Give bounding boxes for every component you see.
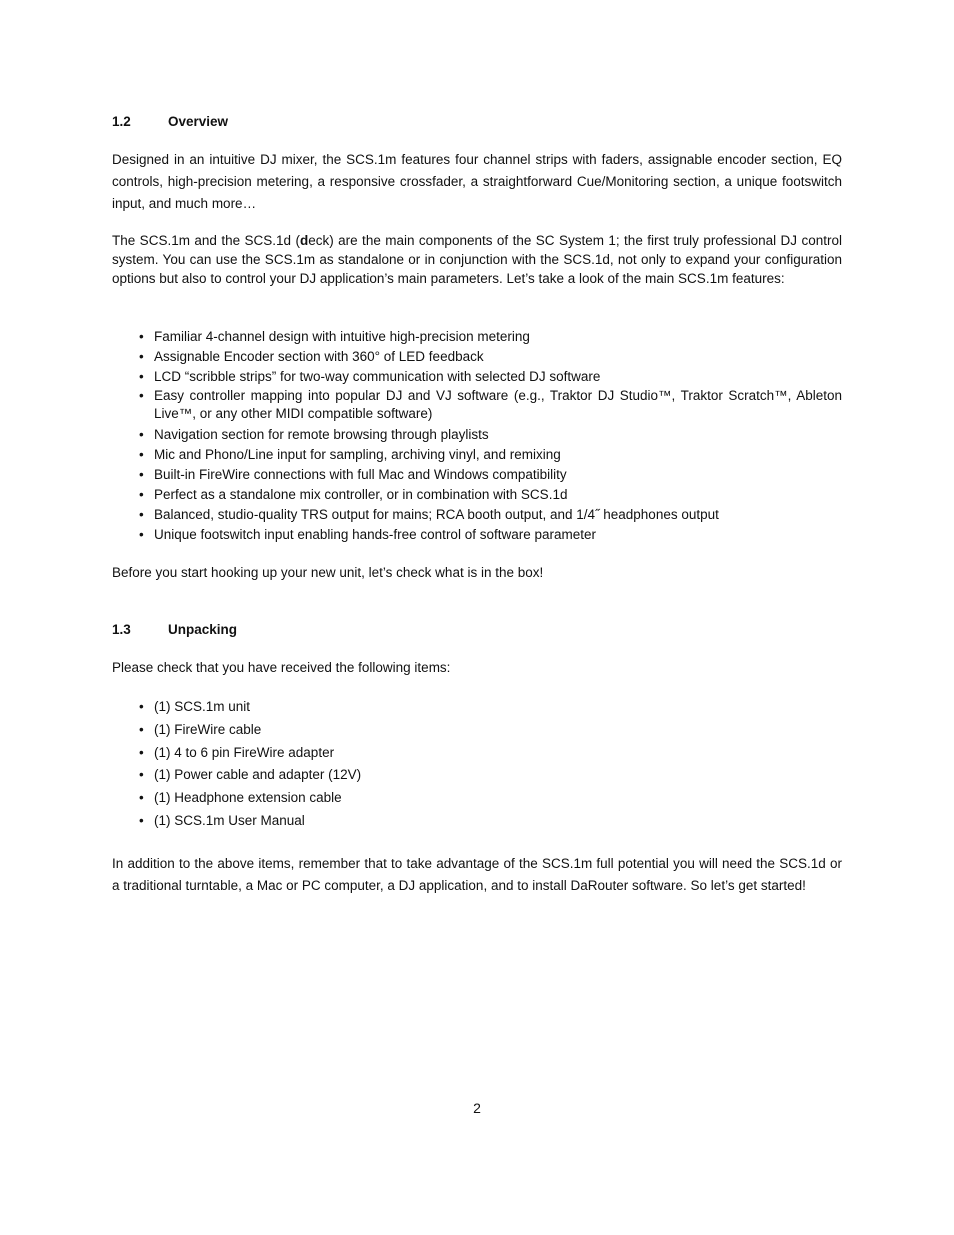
section-heading-unpacking [112,621,237,639]
list-item: • (1) FireWire cable [139,719,842,742]
bullet: • [139,427,144,442]
section-number: 1.3 [112,622,131,637]
box-contents-list [139,696,842,833]
overview-closing: Before you start hooking up your new unit, let’s check what is in the box! [112,565,544,580]
bullet: • [139,507,144,522]
overview-paragraph-1: Designed in an intuitive DJ mixer, the SCS.1m features four channel strips with faders, assignable encoder section, EQ controls, high-precision metering, a responsive crossfader, a straightforward Cue/Monitoring section, a unique footswitch input, and much more… [112,152,842,211]
bullet: • [139,467,144,482]
list-item: • (1) SCS.1m unit [139,696,842,719]
bullet: • [139,812,144,828]
section-title: Unpacking [168,622,238,637]
bullet: • [139,349,144,364]
list-item: • (1) Headphone extension cable [139,787,842,810]
list-item: • Balanced, studio-quality TRS output for mains; RCA booth output, and 1/4˝ headphones output [139,505,842,525]
list-item: • (1) 4 to 6 pin FireWire adapter [139,742,842,765]
list-item: • Unique footswitch input enabling hands-free control of software parameter [139,525,842,545]
paragraph-text: eck) are the main components of the SC System 1; the first truly professional DJ control system. You can use the SCS.1m as standalone or in conjunction with the SCS.1d, not only to expand your configuration options but also to control your DJ application’s main parameters. Let’s take a look of the main SCS.1m features: [112,233,842,286]
list-item: • Assignable Encoder section with 360° of LED feedback [139,347,842,367]
bullet: • [139,767,144,783]
bullet: • [139,790,144,806]
list-item: • LCD “scribble strips” for two-way communication with selected DJ software [139,367,842,387]
paragraph-text: The SCS.1m and the SCS.1d ( [112,233,300,248]
unpacking-closing: In addition to the above items, remember that to take advantage of the SCS.1m full potential you will need the SCS.1d or a traditional turntable, a Mac or PC computer, a DJ application, and to install DaRouter software. So let’s get started! [112,856,842,893]
section-heading-overview [112,113,228,131]
page-number: 2 [473,1100,481,1116]
features-list [139,327,842,545]
bullet: • [139,721,144,737]
list-item: • Perfect as a standalone mix controller, or in combination with SCS.1d [139,485,842,505]
bullet: • [139,369,144,384]
bullet: • [139,329,144,344]
bullet: • [139,744,144,760]
bold-letter: d [299,233,309,248]
list-item: • Mic and Phono/Line input for sampling, archiving vinyl, and remixing [139,445,842,465]
list-item: • (1) Power cable and adapter (12V) [139,764,842,787]
list-item: • Navigation section for remote browsing through playlists [139,425,842,445]
bullet: • [139,699,144,714]
list-item: • (1) SCS.1m User Manual [139,810,842,833]
bullet: • [139,487,144,502]
bullet: • [139,388,144,403]
bullet: • [139,527,144,542]
list-item: • Built-in FireWire connections with full Mac and Windows compatibility [139,465,842,485]
list-item: • Easy controller mapping into popular DJ and VJ software (e.g., Traktor DJ Studio™, Traktor Scratch™, Ableton Live™, or any other MIDI compatible software) [139,388,842,421]
bullet: • [139,447,144,462]
overview-paragraph-2 [112,231,842,288]
list-item: • Familiar 4-channel design with intuitive high-precision metering [139,327,842,347]
unpacking-intro: Please check that you have received the following items: [112,660,451,675]
section-title: Overview [168,114,229,129]
section-number: 1.2 [112,114,131,129]
